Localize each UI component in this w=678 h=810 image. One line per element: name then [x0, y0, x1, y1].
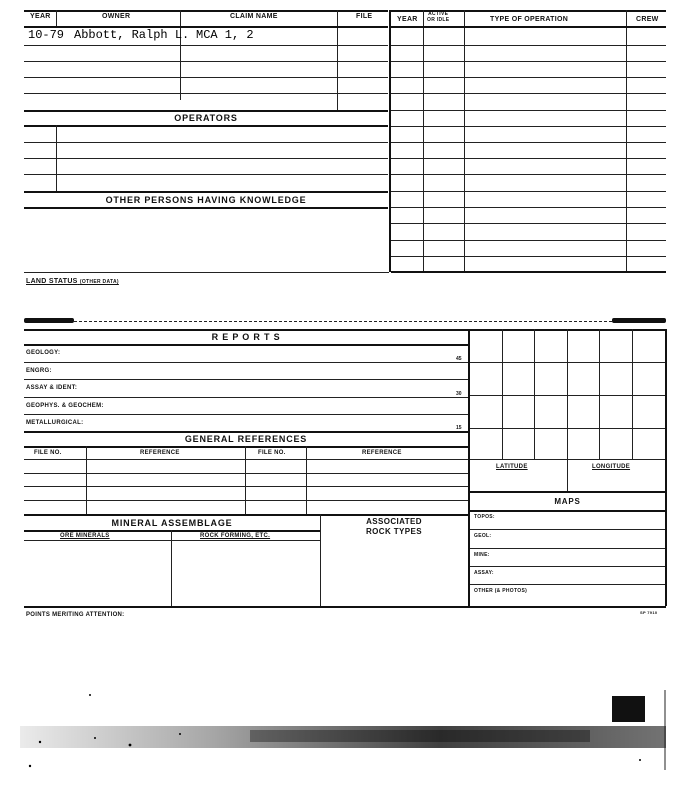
section-land-status	[26, 278, 119, 285]
ref-header-reference-2: REFERENCE	[362, 450, 402, 456]
rule	[567, 329, 568, 459]
rule	[24, 110, 388, 112]
map-row-assay: ASSAY:	[474, 570, 494, 576]
rule	[391, 191, 666, 192]
rule	[391, 240, 666, 241]
rule	[24, 397, 468, 398]
rule	[24, 174, 388, 175]
rule	[24, 45, 388, 46]
rule	[391, 110, 666, 111]
rule	[24, 125, 388, 127]
section-general-references: GENERAL REFERENCES	[184, 434, 308, 444]
rule	[56, 10, 57, 26]
rule	[337, 10, 338, 110]
mineral-header-ore: ORE MINERALS	[60, 533, 110, 539]
rule	[632, 329, 633, 459]
rule	[391, 271, 666, 273]
scan-shadow	[612, 318, 666, 323]
map-row-other: OTHER (& PHOTOS)	[474, 588, 528, 594]
scan-shadow	[24, 318, 74, 323]
land-status-label: LAND STATUS	[26, 278, 78, 285]
rule	[24, 142, 388, 143]
rule	[24, 344, 468, 346]
map-row-mine: MINE:	[474, 552, 490, 558]
rule	[470, 491, 665, 493]
rule	[534, 329, 535, 459]
map-row-geol: GEOL:	[474, 533, 492, 539]
scale-30: 30	[456, 391, 462, 397]
entry-claim-name: MCA 1, 2	[196, 28, 254, 42]
entry-owner: Abbott, Ralph L.	[74, 28, 190, 42]
rule	[423, 10, 424, 272]
rule	[391, 45, 666, 46]
rule	[567, 459, 568, 491]
coord-latitude: LATITUDE	[496, 464, 528, 470]
section-reports: R E P O R T S	[211, 332, 281, 342]
section-other-persons: OTHER PERSONS HAVING KNOWLEDGE	[105, 195, 307, 205]
rule	[24, 158, 388, 159]
rule	[24, 414, 468, 415]
rule	[470, 584, 665, 585]
header-year-ops: YEAR	[397, 16, 418, 23]
rule	[391, 77, 666, 78]
rule	[24, 486, 468, 487]
rule	[24, 207, 388, 209]
header-active-or-idle: ACTIVE OR IDLE	[427, 11, 450, 23]
rule	[24, 272, 389, 273]
scan-noise	[0, 690, 678, 810]
ref-header-reference-1: REFERENCE	[140, 450, 180, 456]
land-status-sub: (OTHER DATA)	[79, 279, 119, 285]
rule	[24, 473, 468, 474]
header-crew: CREW	[636, 16, 659, 23]
rule	[24, 459, 468, 460]
header-type-of-operation: TYPE OF OPERATION	[490, 16, 569, 23]
section-points-meriting-attention: POINTS MERITING ATTENTION:	[26, 612, 125, 618]
rule	[391, 207, 666, 208]
header-owner: OWNER	[102, 13, 131, 20]
rule	[24, 362, 468, 363]
report-row-engrg: ENGRG:	[26, 368, 52, 374]
rule	[24, 10, 388, 12]
ref-header-file-no-1: FILE NO.	[34, 450, 62, 456]
rule	[470, 428, 665, 429]
rule	[24, 431, 468, 433]
form-number: SP 7910	[640, 610, 658, 615]
section-associated-rock-types: ASSOCIATED ROCK TYPES	[365, 517, 422, 536]
rule	[391, 256, 666, 257]
mineral-header-rock-forming: ROCK FORMING, ETC.	[200, 533, 271, 539]
rule	[470, 395, 665, 396]
rule	[171, 530, 172, 606]
rule	[391, 142, 666, 143]
report-row-assay: ASSAY & IDENT:	[26, 385, 78, 391]
rule	[86, 446, 87, 514]
rule	[470, 362, 665, 363]
header-year: YEAR	[30, 13, 51, 20]
rule	[24, 379, 468, 380]
rule	[391, 174, 666, 175]
rule	[180, 10, 181, 100]
rule	[74, 321, 612, 322]
report-row-geology: GEOLOGY:	[26, 350, 61, 356]
rule	[665, 329, 667, 606]
rule	[470, 548, 665, 549]
rule	[391, 223, 666, 224]
rule	[24, 530, 320, 532]
rule	[391, 158, 666, 159]
section-maps: MAPS	[554, 497, 581, 506]
rule	[24, 606, 666, 608]
rule	[389, 10, 391, 272]
rule	[599, 329, 600, 459]
rule	[470, 529, 665, 530]
scale-15: 15	[456, 425, 462, 431]
rule	[470, 566, 665, 567]
rule	[502, 329, 503, 459]
rule	[245, 446, 246, 514]
coord-longitude: LONGITUDE	[592, 464, 631, 470]
report-row-metallurgical: METALLURGICAL:	[26, 420, 84, 426]
header-claim-name: CLAIM NAME	[230, 13, 278, 20]
rule	[391, 93, 666, 94]
rule	[391, 126, 666, 127]
map-row-topos: TOPOS:	[474, 514, 495, 520]
rule	[24, 329, 666, 331]
rule	[464, 10, 465, 272]
rule	[24, 500, 468, 501]
entry-year: 10-79	[28, 28, 65, 42]
rule	[626, 10, 627, 272]
rule	[24, 514, 468, 516]
rule	[468, 329, 470, 606]
ref-header-file-no-2: FILE NO.	[258, 450, 286, 456]
rule	[391, 61, 666, 62]
rule	[24, 191, 388, 193]
rule	[24, 61, 388, 62]
rule	[24, 446, 468, 448]
rule	[306, 446, 307, 514]
rule	[391, 26, 666, 28]
report-row-geophys: GEOPHYS. & GEOCHEM:	[26, 403, 104, 409]
header-file: FILE	[356, 13, 373, 20]
section-operators: OPERATORS	[174, 113, 238, 123]
rule	[24, 77, 388, 78]
rule	[24, 93, 388, 94]
section-mineral-assemblage: MINERAL ASSEMBLAGE	[111, 518, 233, 528]
rule	[470, 510, 665, 512]
scale-45: 45	[456, 356, 462, 362]
rule	[24, 540, 320, 541]
